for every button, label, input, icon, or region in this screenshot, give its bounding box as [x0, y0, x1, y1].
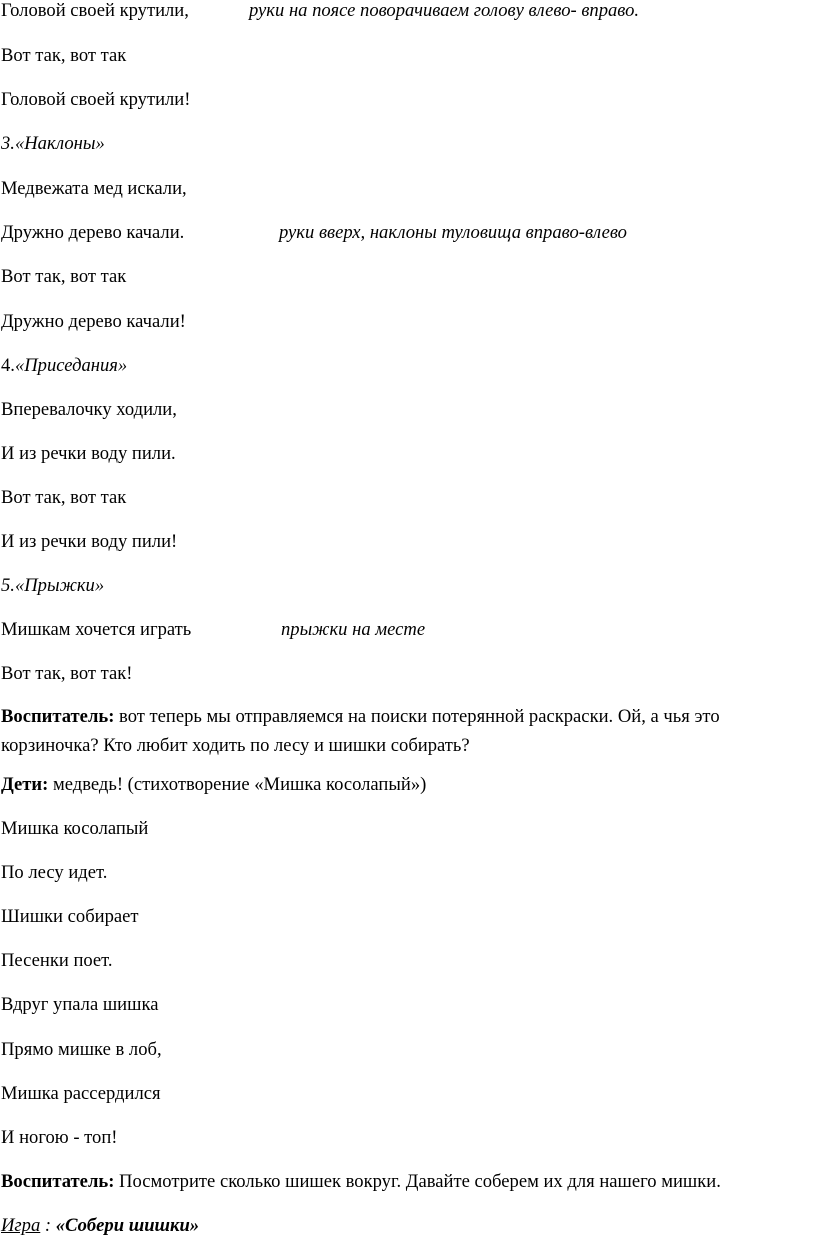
movement-note: руки вверх, наклоны туловища вправо-влево [279, 222, 627, 243]
verse-line [1, 487, 126, 509]
verse-text: И из речки воду пили! [1, 531, 178, 552]
poem-line: По лесу идет. [1, 862, 108, 883]
verse-line [1, 45, 126, 67]
exercise-heading [1, 355, 127, 377]
verse-line [1, 89, 190, 111]
verse-text: Вперевалочку ходили, [1, 399, 177, 420]
verse-line [1, 311, 186, 333]
verse-text: Вот так, вот так [1, 487, 127, 508]
verse-text: Вот так, вот так [1, 45, 127, 66]
heading-title: «Прыжки» [14, 575, 105, 596]
verse-text: Головой своей крутили! [1, 89, 191, 110]
verse-text: Дружно дерево качали! [1, 311, 186, 332]
poem-line: Вдруг упала шишка [1, 994, 159, 1015]
heading-number: 3. [1, 133, 15, 154]
poem-line: И ногою - топ! [1, 1127, 118, 1148]
verse-line [1, 266, 126, 288]
dialog-text: вот теперь мы отправляемся на поиски потерянной раскраски. Ой, а чья это корзиночка? Кто любит ходить по лесу и шишки собирать? [1, 706, 720, 756]
game-title: «Собери шишки» [55, 1215, 200, 1236]
dialog-text: Посмотрите сколько шишек вокруг. Давайте соберем их для нашего мишки. [114, 1171, 721, 1192]
verse-text: Вот так, вот так! [1, 663, 133, 684]
heading-number: 4. [1, 355, 15, 376]
children-dialog [1, 774, 426, 796]
poem-line: Шишки собирает [1, 906, 139, 927]
heading-title: «Наклоны» [14, 133, 105, 154]
exercise-heading [1, 575, 104, 597]
poem-line: Мишка косолапый [1, 818, 149, 839]
exercise-heading [1, 133, 105, 155]
verse-text: Медвежата мед искали, [1, 178, 187, 199]
speaker-label: Воспитатель: [1, 706, 115, 727]
poem-line: Мишка рассердился [1, 1083, 161, 1104]
verse-line [1, 443, 176, 465]
verse-text: Вот так, вот так [1, 266, 127, 287]
poem-line: Песенки поет. [1, 950, 113, 971]
verse-line [1, 399, 177, 421]
speaker-label: Воспитатель: [1, 1171, 115, 1192]
verse-line [1, 531, 177, 553]
verse-text: Мишкам хочется играть [1, 619, 192, 640]
verse-line [1, 178, 187, 200]
speaker-label: Дети: [1, 774, 49, 795]
game-label: Игра [1, 1215, 41, 1236]
teacher-dialog [1, 1171, 721, 1193]
verse-text: Головой своей крутили, [1, 0, 189, 21]
game-heading [1, 1215, 199, 1237]
verse-line [1, 222, 184, 244]
heading-title: «Приседания» [14, 355, 128, 376]
poem-line: Прямо мишке в лоб, [1, 1039, 162, 1060]
verse-line [1, 0, 189, 22]
verse-text: И из речки воду пили. [1, 443, 176, 464]
dialog-text: медведь! (стихотворение «Мишка косолапый») [48, 774, 427, 795]
teacher-dialog [1, 702, 801, 760]
movement-note: прыжки на месте [281, 619, 426, 640]
game-separator: : [40, 1215, 56, 1236]
verse-text: Дружно дерево качали. [1, 222, 185, 243]
movement-note: руки на поясе поворачиваем голову влево- вправо. [249, 0, 640, 21]
verse-line [1, 663, 132, 685]
verse-line [1, 619, 191, 641]
heading-number: 5. [1, 575, 15, 596]
